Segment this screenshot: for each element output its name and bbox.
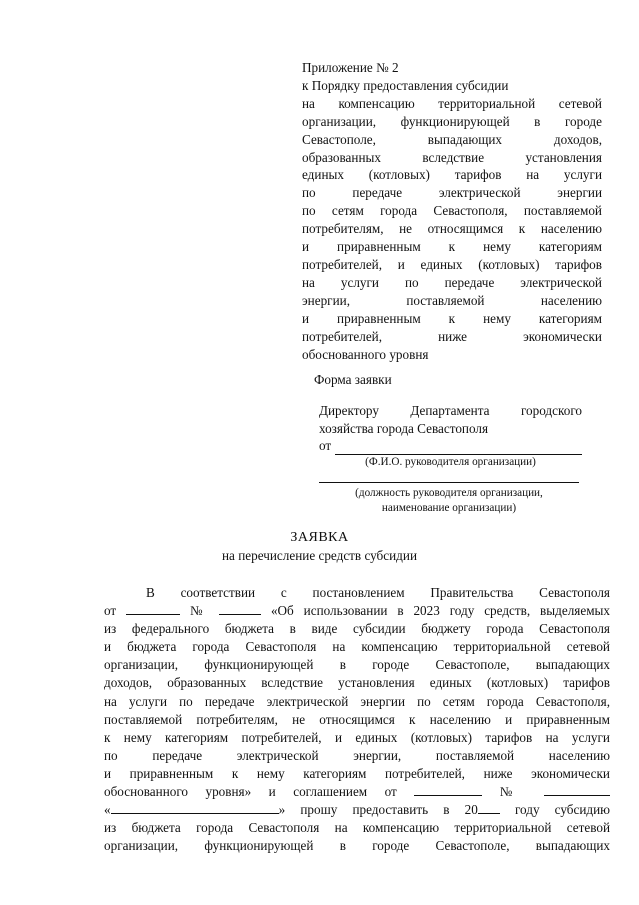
year-field[interactable] — [478, 801, 500, 814]
body-line: организации, функционирующей в городе Севастополе, выпадающих — [104, 657, 610, 673]
position-caption-line: (должность руководителя организации, — [355, 487, 543, 499]
agreement-number-field[interactable] — [544, 783, 610, 796]
agreement-date-field[interactable] — [414, 783, 482, 796]
addressee-line: хозяйства города Севастополя — [319, 420, 489, 436]
body-text-segment: обоснованного уровня» и соглашением от — [104, 784, 397, 800]
position-caption-line: наименование организации) — [381, 501, 517, 514]
appendix-line: и приравненным к нему категориям — [302, 239, 602, 255]
body-line — [104, 801, 610, 819]
body-line: на услуги по передаче электрической энергии по сетям города Севастополя, — [104, 693, 610, 709]
appendix-line: единых (котловых) тарифов на услуги — [302, 167, 602, 183]
appendix-line: к Порядку предоставления субсидии — [302, 77, 509, 93]
body-line: из федерального бюджета в виде субсидии бюджету города Севастополя — [104, 621, 610, 637]
body-text-segment: № — [189, 603, 210, 619]
from-fio-field[interactable] — [335, 441, 582, 455]
appendix-line: потребителей, ниже экономически — [302, 328, 602, 344]
appendix-line: по передаче электрической энергии — [302, 185, 602, 201]
body-line — [104, 602, 610, 620]
body-text-segment: «Об использовании в 2023 году средств, выделяемых — [270, 603, 611, 619]
agreement-date-quote-field[interactable] — [111, 801, 279, 814]
appendix-line: энергии, поставляемой населению — [302, 292, 602, 308]
appendix-line: Севастополе, выпадающих доходов, — [302, 131, 602, 147]
appendix-line: образованных вследствие установления — [302, 149, 602, 165]
body-line: и бюджета города Севастополя на компенсацию территориальной сетевой — [104, 639, 610, 655]
from-row — [319, 437, 582, 455]
decree-number-field[interactable] — [219, 602, 261, 615]
body-text-segment: « — [104, 802, 111, 818]
body-text-segment: № — [499, 784, 527, 800]
body-line: поставляемой потребителям, не относящимся к населению и приравненным — [104, 711, 610, 727]
appendix-line: организации, функционирующей в городе — [302, 113, 602, 129]
addressee-line: Директору Департамента городского — [319, 403, 582, 418]
body-line: организации, функционирующей в городе Севастополе, выпадающих — [104, 838, 610, 854]
form-label: Форма заявки — [314, 372, 392, 387]
appendix-line: потребителям, не относящимся к населению — [302, 221, 602, 237]
appendix-header — [302, 59, 602, 363]
body-text-segment: от — [104, 603, 117, 619]
body-text — [104, 584, 610, 855]
document-title: ЗАЯВКА — [290, 530, 349, 545]
appendix-line: потребителей, и единых (котловых) тарифов — [302, 256, 602, 272]
fio-caption: (Ф.И.О. руководителя организации) — [365, 455, 536, 468]
appendix-line: на компенсацию территориальной сетевой — [302, 95, 602, 111]
body-line: доходов, образованных вследствие установления единых (котловых) тарифов — [104, 675, 610, 691]
body-line: и приравненным к нему категориям потребителей, ниже экономически — [104, 765, 610, 781]
body-line — [104, 783, 610, 801]
appendix-line: обоснованного уровня — [302, 346, 429, 362]
position-field[interactable] — [319, 482, 579, 483]
decree-date-field[interactable] — [126, 602, 180, 615]
appendix-line: на услуги по передаче электрической — [302, 274, 602, 290]
body-text-segment: » прошу предоставить в 20 — [278, 802, 478, 818]
from-label: от — [319, 438, 332, 453]
body-text-segment: году субсидию — [514, 802, 611, 818]
position-caption — [319, 486, 579, 515]
body-line: по передаче электрической энергии, поставляемой населению — [104, 747, 610, 763]
addressee-block — [319, 402, 582, 469]
body-line: В соответствии с постановлением Правительства Севастополя — [146, 585, 610, 600]
appendix-line: и приравненным к нему категориям — [302, 310, 602, 326]
document-subtitle: на перечисление средств субсидии — [222, 548, 417, 563]
appendix-line: Приложение № 2 — [302, 60, 399, 75]
body-line: к нему категориям потребителей, и единых (котловых) тарифов на услуги — [104, 729, 610, 745]
appendix-line: по сетям города Севастополя, поставляемой — [302, 203, 602, 219]
body-line: из бюджета города Севастополя на компенсацию территориальной сетевой — [104, 820, 610, 836]
